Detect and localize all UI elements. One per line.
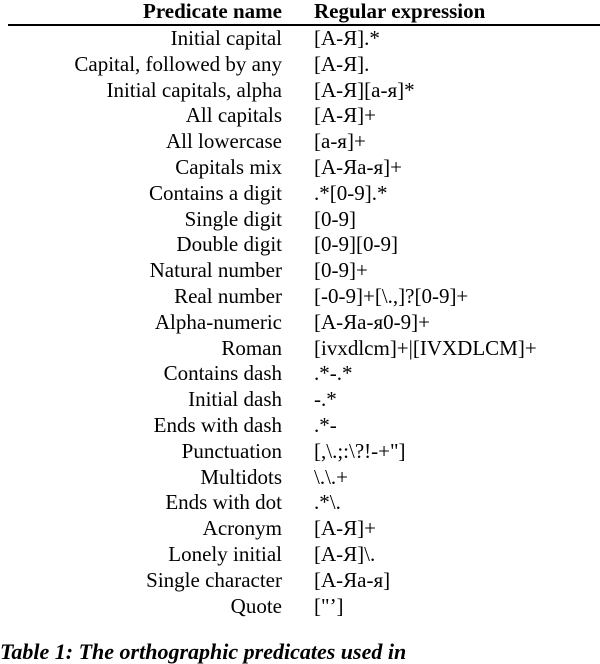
regex-cell: [а-я]+	[314, 129, 366, 154]
regex-cell: [А-Я].	[314, 51, 370, 76]
table-row	[0, 231, 600, 257]
table-row	[0, 128, 600, 154]
table-row	[0, 464, 600, 490]
table-row	[0, 77, 600, 103]
header-regular-expression: Regular expression	[314, 0, 486, 23]
regex-cell: [А-Яа-я]	[314, 567, 391, 592]
table-row	[0, 309, 600, 335]
regex-cell: [ivxdlcm]+|[IVXDLCM]+	[314, 335, 537, 360]
predicate-name-cell: Single digit	[184, 206, 282, 231]
regex-cell: .*[0-9].*	[314, 180, 388, 205]
regex-cell: [А-Я]\.	[314, 541, 376, 566]
table-row	[0, 51, 600, 77]
predicate-name-cell: All capitals	[185, 103, 282, 128]
predicate-name-cell: Single character	[146, 567, 282, 592]
table-row	[0, 412, 600, 438]
regex-cell: ["’]	[314, 593, 344, 618]
regex-cell: [-0-9]+[\.,]?[0-9]+	[314, 283, 469, 308]
table-row	[0, 541, 600, 567]
predicate-name-cell: Ends with dash	[153, 412, 282, 437]
predicate-name-cell: Quote	[230, 593, 282, 618]
table-row	[0, 489, 600, 515]
regex-cell: [А-Я][а-я]*	[314, 77, 415, 102]
header-predicate-name: Predicate name	[143, 0, 282, 23]
table-row	[0, 567, 600, 593]
table-row	[0, 102, 600, 128]
table-row	[0, 386, 600, 412]
regex-cell: [А-Яа-я0-9]+	[314, 309, 430, 334]
predicate-name-cell: Real number	[174, 283, 282, 308]
regex-cell: [А-Я]+	[314, 103, 376, 128]
table-row	[0, 206, 600, 232]
predicate-name-cell: Contains a digit	[149, 180, 282, 205]
regex-cell: [0-9]+	[314, 258, 368, 283]
regex-cell: .*-	[314, 412, 337, 437]
table-body	[0, 25, 600, 618]
predicate-name-cell: Lonely initial	[168, 541, 282, 566]
predicate-name-cell: Acronym	[202, 516, 282, 541]
regex-cell: [0-9]	[314, 206, 356, 231]
predicate-name-cell: Punctuation	[181, 438, 282, 463]
predicate-name-cell: Roman	[221, 335, 282, 360]
predicate-name-cell: Capital, followed by any	[74, 51, 282, 76]
regex-cell: .*\.	[314, 490, 341, 515]
predicate-name-cell: Initial dash	[188, 387, 282, 412]
regex-cell: -.*	[314, 387, 337, 412]
table-row	[0, 180, 600, 206]
predicate-name-cell: Contains dash	[163, 361, 282, 386]
table-row	[0, 154, 600, 180]
table-row	[0, 515, 600, 541]
predicate-name-cell: Natural number	[149, 258, 282, 283]
table-row	[0, 335, 600, 361]
predicate-name-cell: Double digit	[176, 232, 282, 257]
predicate-name-cell: Multidots	[200, 464, 282, 489]
regex-cell: \.\.+	[314, 464, 349, 489]
regex-cell: [А-Я]+	[314, 516, 376, 541]
predicate-name-cell: Initial capital	[170, 26, 282, 50]
regex-cell: .*-.*	[314, 361, 353, 386]
regex-cell: [0-9][0-9]	[314, 232, 398, 257]
table-row	[0, 283, 600, 309]
predicate-name-cell: Initial capitals, alpha	[106, 77, 282, 102]
table-row	[0, 257, 600, 283]
table-caption: Table 1: The orthographic predicates used in	[0, 639, 407, 664]
predicate-name-cell: All lowercase	[165, 129, 282, 154]
predicate-name-cell: Ends with dot	[165, 490, 282, 515]
regex-cell: [А-Яа-я]+	[314, 154, 402, 179]
predicate-name-cell: Capitals mix	[175, 154, 282, 179]
table-header-row	[0, 0, 600, 22]
regex-cell: [А-Я].*	[314, 26, 380, 50]
predicate-name-cell: Alpha-numeric	[154, 309, 282, 334]
table-row	[0, 438, 600, 464]
table-row	[0, 25, 600, 51]
regex-cell: [,\.;:\?!-+"]	[314, 438, 406, 463]
table-row	[0, 360, 600, 386]
table-row	[0, 593, 600, 619]
